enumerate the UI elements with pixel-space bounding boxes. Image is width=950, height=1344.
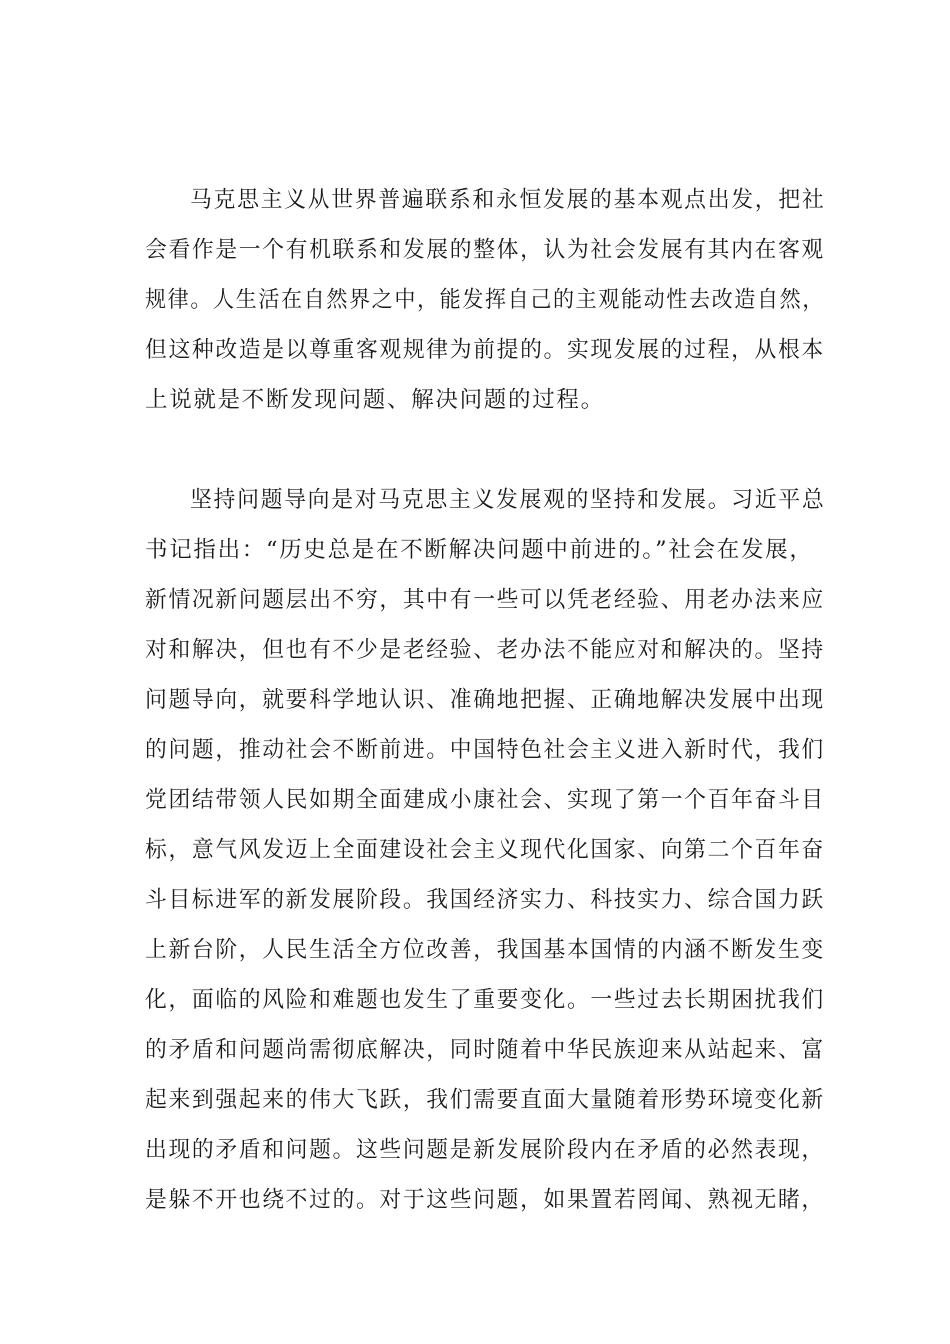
paragraph-1-line-3: 规律。人生活在自然界之中，能发挥自己的主观能动性去改造自然， xyxy=(145,287,825,313)
paragraph-1-line-2: 会看作是一个有机联系和发展的整体，认为社会发展有其内在客观 xyxy=(145,237,825,263)
paragraph-2-line-6: 的问题，推动社会不断前进。中国特色社会主义进入新时代，我们 xyxy=(145,737,825,763)
paragraph-2-line-8: 标，意气风发迈上全面建设社会主义现代化国家、向第二个百年奋 xyxy=(145,837,825,863)
paragraph-1-line-1: 马克思主义从世界普遍联系和永恒发展的基本观点出发，把社 xyxy=(190,187,826,213)
paragraph-2-line-11: 化，面临的风险和难题也发生了重要变化。一些过去长期困扰我们 xyxy=(145,987,825,1013)
paragraph-1-line-5: 上说就是不断发现问题、解决问题的过程。 xyxy=(145,387,605,413)
paragraph-2-line-3: 新情况新问题层出不穷，其中有一些可以凭老经验、用老办法来应 xyxy=(145,587,825,613)
paragraph-2-line-7: 党团结带领人民如期全面建成小康社会、实现了第一个百年奋斗目 xyxy=(145,787,825,813)
paragraph-2-line-13: 起来到强起来的伟大飞跃，我们需要直面大量随着形势环境变化新 xyxy=(145,1087,825,1113)
paragraph-2-line-10: 上新台阶，人民生活全方位改善，我国基本国情的内涵不断发生变 xyxy=(145,937,825,963)
paragraph-2-line-9: 斗目标进军的新发展阶段。我国经济实力、科技实力、综合国力跃 xyxy=(145,887,825,913)
paragraph-2-line-4: 对和解决，但也有不少是老经验、老办法不能应对和解决的。坚持 xyxy=(145,637,825,663)
paragraph-1-line-4: 但这种改造是以尊重客观规律为前提的。实现发展的过程，从根本 xyxy=(145,337,825,363)
paragraph-2-line-5: 问题导向，就要科学地认识、准确地把握、正确地解决发展中出现 xyxy=(145,687,825,713)
paragraph-2-line-12: 的矛盾和问题尚需彻底解决，同时随着中华民族迎来从站起来、富 xyxy=(145,1037,825,1063)
paragraph-2-line-1: 坚持问题导向是对马克思主义发展观的坚持和发展。习近平总 xyxy=(190,487,826,513)
paragraph-2-line-2: 书记指出：“历史总是在不断解决问题中前进的。”社会在发展， xyxy=(145,537,814,563)
paragraph-2-line-15: 是躲不开也绕不过的。对于这些问题，如果置若罔闻、熟视无睹， xyxy=(145,1187,825,1213)
paragraph-2-line-14: 出现的矛盾和问题。这些问题是新发展阶段内在矛盾的必然表现， xyxy=(145,1137,825,1163)
